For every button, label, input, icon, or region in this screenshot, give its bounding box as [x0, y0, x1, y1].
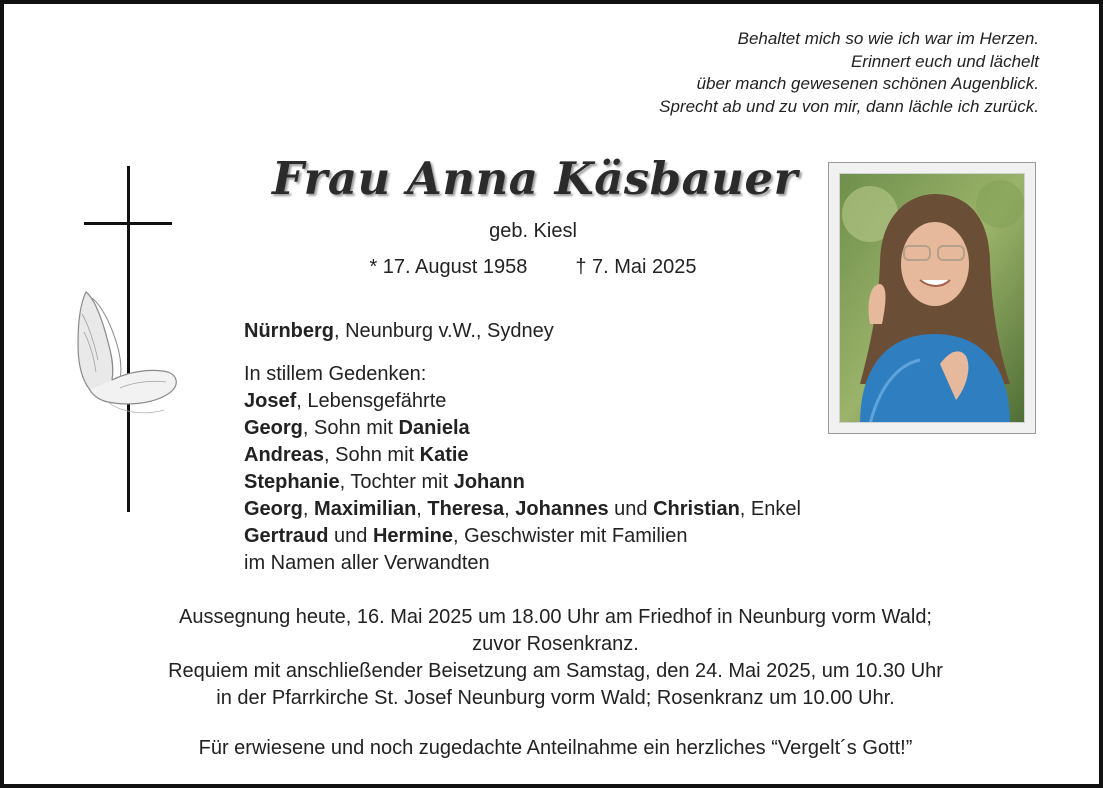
mourner-name: Johannes [515, 498, 609, 520]
mourner-name: Hermine [372, 525, 453, 547]
mourner-line [244, 388, 801, 415]
mourner-text: , Sohn mit [302, 417, 399, 439]
mourner-name: Johann [453, 471, 525, 493]
mourner-name: Georg [244, 498, 303, 520]
places [244, 320, 554, 343]
mourner-name: Stephanie [244, 471, 340, 493]
mourner-name: Maximilian [314, 498, 417, 520]
mourner-line [244, 415, 801, 442]
mourner-name: Theresa [427, 498, 505, 520]
mourner-name: Andreas [244, 444, 325, 466]
mourner-text: , Geschwister mit Familien [452, 525, 688, 547]
poem [659, 28, 1039, 118]
mourner-text: , Enkel [739, 498, 801, 520]
place-primary: Nürnberg [244, 320, 334, 342]
mourner-name: Christian [653, 498, 740, 520]
portrait-image [839, 173, 1025, 423]
place-rest: , Neunburg v.W., Sydney [334, 320, 554, 342]
mourner-text: im Namen aller Verwandten [244, 552, 490, 574]
mourners-intro: In stillem Gedenken: [244, 363, 427, 385]
life-dates [272, 256, 794, 279]
mourner-name: Georg [244, 417, 303, 439]
praying-hands-icon [68, 284, 188, 424]
mourner-text: , Tochter mit [339, 471, 454, 493]
mourner-name: Josef [244, 390, 297, 412]
portrait-photo [828, 162, 1036, 434]
mourners-list [244, 361, 801, 577]
service-line: in der Pfarrkirche St. Josef Neunburg vorm Wald; Rosenkranz um 10.00 Uhr. [216, 687, 895, 709]
service-line: Aussegnung heute, 16. Mai 2025 um 18.00 Uhr am Friedhof in Neunburg vorm Wald; [178, 606, 932, 628]
mourner-line [244, 523, 801, 550]
mourner-text: , [302, 498, 315, 520]
birth-date: * 17. August 1958 [369, 256, 528, 278]
mourner-name: Katie [419, 444, 469, 466]
cross-bar [84, 222, 172, 225]
service-line: zuvor Rosenkranz. [472, 633, 639, 655]
service-line: Requiem mit anschließender Beisetzung am Samstag, den 24. Mai 2025, um 10.30 Uhr [168, 660, 943, 682]
deceased-name: Frau Anna Käsbauer [272, 152, 798, 205]
mourner-name: Daniela [398, 417, 470, 439]
mourner-line [244, 442, 801, 469]
maiden-name: geb. Kiesl [489, 220, 577, 242]
service-info [24, 604, 1087, 712]
thanks-line: Für erwiesene und noch zugedachte Anteilnahme ein herzliches “Vergelt´s Gott!” [198, 737, 913, 759]
mourner-text: , Lebensgefährte [296, 390, 447, 412]
poem-line: Erinnert euch und lächelt [850, 51, 1039, 71]
poem-line: Behaltet mich so wie ich war im Herzen. [737, 29, 1039, 48]
mourner-text: , [504, 498, 516, 520]
mourner-text: und [608, 498, 654, 520]
mourner-text: , Sohn mit [324, 444, 420, 466]
mourner-text: , [416, 498, 428, 520]
mourner-text: und [328, 525, 373, 547]
mourner-line [244, 550, 801, 577]
mourner-name: Gertraud [244, 525, 329, 547]
poem-line: Sprecht ab und zu von mir, dann lächle ich zurück. [659, 96, 1039, 116]
death-date: † 7. Mai 2025 [575, 256, 697, 278]
poem-line: über manch gewesenen schönen Augenblick. [696, 74, 1039, 93]
mourner-line [244, 469, 801, 496]
mourner-line [244, 496, 801, 523]
